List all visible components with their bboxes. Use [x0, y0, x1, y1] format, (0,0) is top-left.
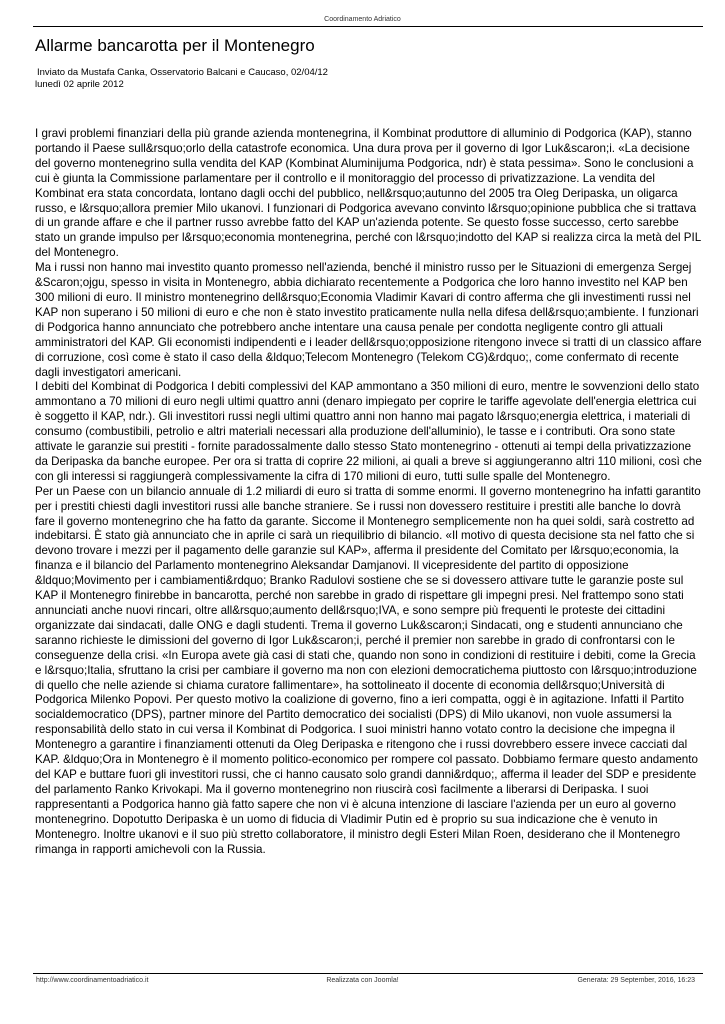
article-author-line: Inviato da Mustafa Canka, Osservatorio Balcani e Caucaso, 02/04/12: [37, 67, 328, 78]
footer-divider: [33, 973, 703, 974]
article-body: [35, 127, 703, 857]
header-divider: [33, 26, 703, 27]
article-paragraph: Per un Paese con un bilancio annuale di 1.2 miliardi di euro si tratta di somme enormi. Il governo montenegrino ha infatti garantito per i prestiti chiesti dagli investitori russi alle banche straniere. Se i russi non dovessero restituire i prestiti alle banche lo dovrà fare il governo montenegrino che ha fatto da garante. Siccome il Montenegro semplicemente non ha quei soldi, sarà costretto ad indebitarsi. È stato già annunciato che in aprile ci sarà un riequilibrio di bilancio. «Il motivo di questa decisione sta nel fatto che si devono trovare i mezzi per il pagamento delle garanzie sul KAP», afferma il presidente del Comitato per l&rsquo;economia, la finanza e il bilancio del Parlamento montenegrino Aleksandar Damjanovi. Il vicepresidente del partito di opposizione &ldquo;Movimento per i cambiamenti&rdquo; Branko Radulovi sostiene che se si dovessero attivare tutte le garanzie poste sul KAP il Montenegro finirebbe in bancarotta, perché non sarebbe in grado di rispettare gli impegni presi. Nel frattempo sono stati annunciati anche nuovi rincari, oltre all&rsquo;aumento dell&rsquo;IVA, e sono sempre più frequenti le proteste dei cittadini organizzate dai sindacati, dalle ONG e dagli studenti. Trema il governo Luk&scaron;i Sindacati, ong e studenti annunciano che saranno richieste le dimissioni del governo di Igor Luk&scaron;i, perché il premier non sarebbe in grado di confrontarsi con le conseguenze della crisi. «In Europa avete già casi di stati che, quando non sono in condizioni di restituire i debiti, come la Grecia e l&rsquo;Italia, sfruttano la crisi per cambiare il governo ma non con elezioni democratichema piuttosto con l&rsquo;introduzione di quello che nelle aziende si chiama curatore fallimentare», ha sottolineato il docente di economia dell&rsquo;Università di Podgorica Milenko Popovi. Per questo motivo la coalizione di governo, fino a ieri compatta, oggi è in agitazione. Infatti il Partito socialdemocratico (DPS), partner minore del Partito democratico dei socialisti (DPS) di Milo ukanovi, non vuole assumersi la responsabilità dello stato in cui versa il Kombinat di Podgorica. I suoi ministri hanno votato contro la decisione che impegna il Montenegro a garantire i finanziamenti ottenuti da Oleg Deripaska e ritengono che i russi dovrebbero essere invece cacciati dal KAP. &ldquo;Ora in Montenegro è il momento politico-economico per rompere col passato. Dobbiamo fermare questo andamento del KAP e buttare fuori gli investitori russi, che ci hanno causato solo grandi danni&rdquo;, afferma il leader del SDP e presidente del parlamento Ranko Krivokapi. Ma il governo montenegrino non riuscirà così facilmente a liberarsi di Deripaska. I suoi rappresentanti a Podgorica hanno già fatto sapere che non vi è alcuna intenzione di lasciare l'azienda per un euro al governo montenegrino. Dopotutto Deripaska è un uomo di fiducia di Vladimir Putin ed è proprio su sua indicazione che è venuto in Montenegro. Inoltre ukanovi e il suo più stretto collaboratore, il ministro degli Esteri Milan Roen, desiderano che il Montenegro rimanga in rapporti amichevoli con la Russia.: [35, 484, 701, 856]
article-paragraph: Ma i russi non hanno mai investito quanto promesso nell'azienda, benché il ministro russo per le Situazioni di emergenza Sergej &Scaron;ojgu, spesso in visita in Montenegro, abbia dichiarato recentemente a Podgorica che loro hanno investito nel KAP ben 300 milioni di euro. Il ministro montenegrino dell&rsquo;Economia Vladimir Kavari di contro afferma che gli investimenti russi nel KAP non superano i 50 milioni di euro e che non è stato investito praticamente nulla nella difesa dell&rsquo;ambiente. I funzionari di Podgorica hanno annunciato che potrebbero anche intentare una causa penale per condotta negligente contro gli attuali amministratori del KAP. Gli economisti indipendenti e i leader dell&rsquo;opposizione ritengono invece si tratti di un classico affare di corruzione, così come è stato il caso della &ldquo;Telecom Montenegro (Telekom CG)&rdquo;, come confermato di recente dagli investigatori americani.: [35, 261, 702, 379]
article-meta: [35, 67, 328, 91]
footer-powered-by: Realizzata con Joomla!: [326, 977, 399, 984]
footer-url[interactable]: http://www.coordinamentoadriatico.it: [36, 977, 149, 984]
article-title: Allarme bancarotta per il Montenegro: [35, 36, 315, 55]
article-paragraph: I debiti del Kombinat di Podgorica I debiti complessivi del KAP ammontano a 350 milioni di euro, mentre le sovvenzioni dello stato ammontano a 70 milioni di euro negli ultimi quattro anni (denaro impiegato per coprire le tariffe agevolate dell'energia elettrica cui è soggetto il KAP, ndr.). Gli investitori russi negli ultimi quattro anni non hanno mai pagato l&rsquo;energia elettrica, i materiali di consumo (combustibili, petrolio e altri materiali necessari alla produzione dell'alluminio), le tasse e i contributi. Ora sono state attivate le garanzie sui prestiti - fornite paradossalmente dallo stesso Stato montenegrino - ottenuti ai tempi della privatizzazione da Deripaska da banche europee. Per ora si tratta di coprire 22 milioni, ai quali a breve si aggiungeranno altri 110 milioni, così che con gli interessi si raggiungerà complessivamente la cifra di 170 milioni di euro, tutti sulle spalle del Montenegro.: [35, 380, 702, 483]
article-date: lunedì 02 aprile 2012: [35, 79, 124, 90]
article-paragraph: I gravi problemi finanziari della più grande azienda montenegrina, il Kombinat produttore di alluminio di Podgorica (KAP), stanno portando il Paese sull&rsquo;orlo della catastrofe economica. Una dura prova per il governo di Igor Luk&scaron;i. «La decisione del governo montenegrino sulla vendita del KAP (Kombinat Aluminijuma Podgorica, ndr) è stata pessima». Sono le conclusioni a cui è giunta la Commissione parlamentare per il controllo e il monitoraggio del processo di privatizzazione. La vendita del Kombinat era stata concordata, lontano dagli occhi del pubblico, nell&rsquo;autunno del 2005 tra Oleg Deripaska, un oligarca russo, e l&rsquo;allora premier Milo ukanovi. I funzionari di Podgorica avevano convinto l&rsquo;opinione pubblica che si trattava di un grande affare e che il partner russo avrebbe fatto del KAP un'azienda potente. Se questo fosse successo, certo sarebbe stato un grande impulso per l&rsquo;economia montenegrina, perché con l&rsquo;indotto del KAP si realizza circa la metà del PIL del Montenegro.: [35, 127, 701, 260]
site-header-title: Coordinamento Adriatico: [324, 16, 401, 23]
footer-generated-date: Generata: 29 September, 2016, 16:23: [577, 977, 695, 984]
